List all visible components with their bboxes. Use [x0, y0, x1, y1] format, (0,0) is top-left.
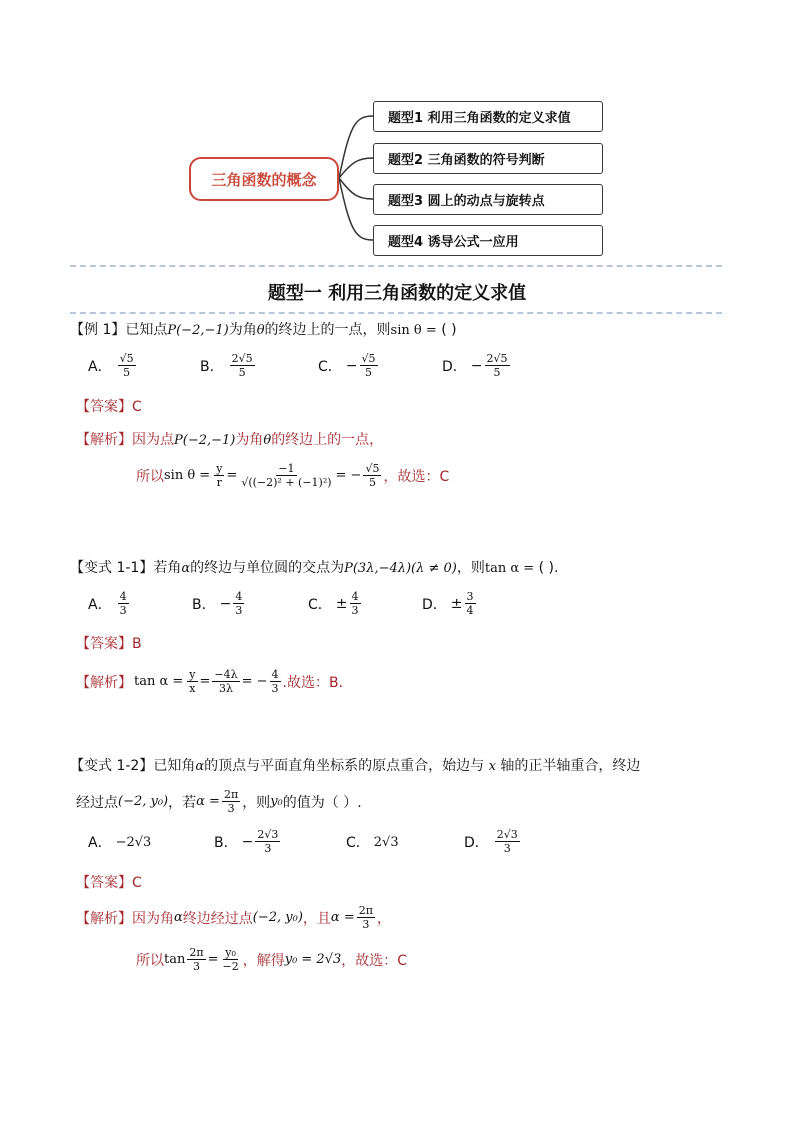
ex1-paren: ( ) [441, 322, 457, 338]
v12-alpha: α [195, 759, 205, 774]
fraction-y0 [221, 946, 241, 973]
option-value: 2√3 [373, 834, 399, 850]
v12-point: (−2, y₀) [252, 910, 303, 925]
ex1-answer [76, 397, 142, 417]
frac-num: 4 [271, 668, 279, 681]
analysis-tag: 【解析】 [76, 432, 132, 448]
frac-num: −1 [278, 462, 295, 475]
fraction-result [363, 462, 381, 489]
v12-cond: α = [196, 794, 220, 809]
option-label: B． [214, 834, 238, 851]
v11-option-a [88, 590, 131, 617]
frac-den: 3 [119, 604, 127, 617]
v12-cond-fraction [357, 904, 375, 931]
v11-alpha: α [181, 561, 191, 576]
analysis-text: ，且 [302, 910, 331, 927]
ex1-text: 已知点 [125, 322, 168, 338]
analysis-text: 所以 [136, 468, 164, 485]
analysis-text: 的终边上的一点， [271, 432, 384, 448]
ex1-theta: θ [263, 433, 272, 448]
frac-den: 3 [235, 604, 243, 617]
frac-den: 3 [503, 842, 511, 855]
option-label: D． [422, 596, 447, 613]
v11-question [70, 558, 558, 579]
answer-tag: 【答案】 [76, 636, 132, 652]
option-label: D． [464, 834, 489, 851]
ex1-point: P(−2,−1) [167, 323, 229, 338]
ex1-option-c [318, 352, 380, 379]
frac-num: 4 [235, 590, 243, 603]
frac-den: 3 [351, 604, 359, 617]
v11-answer [76, 634, 142, 654]
frac-num: 4 [351, 590, 359, 603]
frac-den: 4 [466, 604, 474, 617]
frac-den: 3 [271, 682, 279, 695]
option-sign: − [219, 595, 232, 612]
ex1-option-a [88, 352, 138, 379]
v12-analysis-line1 [76, 904, 391, 931]
option-sign: ± [335, 595, 348, 612]
v12-text: 的顶点与平面直角坐标系的原点重合，始边与 [204, 758, 485, 774]
equals: = [207, 952, 219, 967]
frac-den: 3 [192, 960, 200, 973]
frac-den: 5 [368, 476, 376, 489]
ex1-analysis-line2: 所以 sin θ = $\frac{y}{r}$ = $\frac{-1}{\text{√((−2)² + (−1)²)}}$ = − $\frac{√5}{5}$ ，故选：C [136, 462, 450, 489]
mindmap-item-2: 题型2 三角函数的符号判断 [373, 143, 603, 174]
answer-value: C [132, 399, 142, 415]
sin-expr: sin θ = [164, 468, 211, 483]
option-fraction [360, 352, 378, 379]
ex1-question [70, 320, 457, 341]
v11-text: 的终边与单位圆的交点为 [190, 560, 345, 576]
mindmap-item-3: 题型3 圆上的动点与旋转点 [373, 184, 603, 215]
frac-den: 3 [227, 802, 235, 815]
analysis-text: 所以 [136, 952, 164, 969]
frac-num: √5 [361, 352, 376, 365]
fraction-y-r [214, 462, 224, 489]
tan-expr: tan α = [134, 674, 184, 689]
frac-num: 2π [223, 788, 239, 801]
frac-den: 3λ [219, 682, 233, 695]
ex1-point: P(−2,−1) [174, 433, 236, 448]
option-fraction [118, 590, 129, 617]
v12-analysis-line2 [136, 946, 407, 973]
solution: y₀ = 2√3 [284, 952, 342, 967]
frac-den: 5 [493, 366, 501, 379]
ex1-tag: 【例 1】 [70, 322, 126, 338]
v12-question-line1 [70, 756, 640, 777]
option-label: C． [308, 596, 332, 613]
frac-num: 2√5 [486, 352, 508, 365]
option-label: B． [192, 596, 216, 613]
v12-text: 轴的正半轴重合，终边 [500, 758, 641, 774]
fraction-lambda [212, 668, 239, 695]
analysis-text: ，故选：C [341, 952, 408, 969]
v12-question-line2 [76, 788, 362, 815]
option-sign: − [470, 357, 483, 374]
v12-text: ，若 [168, 794, 197, 811]
v11-text: 若角 [153, 560, 182, 576]
option-label: A． [88, 358, 112, 375]
mindmap-item-1: 题型1 利用三角函数的定义求值 [373, 101, 603, 132]
frac-num: −4λ [214, 668, 238, 681]
frac-num: 2π [189, 946, 204, 959]
v12-y0: y₀ [270, 794, 283, 809]
analysis-text: ，解得 [242, 952, 285, 969]
ex1-theta: θ [256, 323, 265, 338]
v12-point: (−2, y₀) [118, 794, 169, 809]
answer-value: C [132, 875, 142, 891]
frac-den: −2 [222, 960, 239, 973]
answer-tag: 【答案】 [76, 875, 132, 891]
ex1-analysis-line1 [76, 430, 383, 451]
option-fraction [485, 352, 510, 379]
v12-text: 经过点 [76, 794, 118, 811]
option-value: −2√3 [115, 834, 152, 850]
v12-option-b [214, 828, 282, 855]
v11-expr: tan α = [484, 561, 535, 576]
ex1-text: 的终边上的一点，则 [264, 322, 391, 338]
divider-bottom [70, 312, 722, 314]
analysis-text: ， [376, 910, 391, 927]
tan-expr: tan [164, 952, 186, 967]
analysis-text: 终边经过点 [182, 910, 253, 927]
frac-num: √5 [119, 352, 134, 365]
frac-den: x [189, 682, 196, 695]
v12-option-c [346, 832, 399, 852]
frac-num: 2√3 [257, 828, 279, 841]
divider-top [70, 265, 722, 267]
frac-num: y₀ [225, 946, 236, 959]
v11-option-b [192, 590, 246, 617]
option-sign: − [241, 833, 254, 850]
option-sign: − [345, 357, 358, 374]
option-label: C． [346, 835, 370, 851]
frac-num: 3 [466, 590, 474, 603]
option-fraction [118, 352, 136, 379]
frac-num: y [189, 668, 196, 681]
analysis-text: .故选：B． [282, 674, 353, 691]
frac-num: 2√3 [496, 828, 518, 841]
ex1-text: 为角 [228, 322, 257, 338]
result-sign: = − [241, 674, 268, 689]
frac-num: √5 [365, 462, 380, 475]
v12-text: 已知角 [153, 758, 196, 774]
frac-num: y [216, 462, 223, 475]
section-title: 题型一 利用三角函数的定义求值 [267, 283, 527, 304]
option-fraction [255, 828, 280, 855]
option-label: B． [200, 358, 224, 375]
analysis-tag: 【解析】 [76, 674, 132, 691]
option-label: A． [88, 596, 112, 613]
v11-option-c [308, 590, 363, 617]
fraction-result [270, 668, 281, 695]
frac-num: 2π [358, 904, 373, 917]
mindmap-root: 三角函数的概念 [189, 157, 339, 201]
v12-text: ，则 [242, 794, 271, 811]
v12-alpha: α [174, 910, 183, 925]
ex1-expr: sin θ = [390, 323, 437, 338]
analysis-tag: 【解析】 [76, 910, 132, 927]
v12-tag: 【变式 1-2】 [70, 758, 154, 774]
frac-den: 3 [264, 842, 272, 855]
option-fraction [465, 590, 476, 617]
frac-num: 4 [119, 590, 127, 603]
frac-den: √((−2)² + (−1)²) [241, 476, 332, 489]
v11-analysis: 【解析】 tan α = $\frac{y}{x}$ = $\frac{-4\lambda}{3\lambda}$ = − $\frac{4}{3}$ .故选：B． [76, 668, 353, 695]
result-sign: = − [335, 468, 362, 483]
frac-den: 3 [362, 918, 370, 931]
option-fraction [350, 590, 361, 617]
frac-den: 5 [365, 366, 373, 379]
mindmap-item-4: 题型4 诱导公式一应用 [373, 225, 603, 256]
v11-option-d [422, 590, 478, 617]
v12-answer [76, 873, 142, 893]
v11-text: ，则 [456, 560, 485, 576]
option-fraction [230, 352, 255, 379]
v11-point: P(3λ,−4λ)(λ ≠ 0) [344, 561, 457, 576]
v12-cond: α = [330, 910, 355, 925]
frac-den: r [216, 476, 222, 489]
v12-text: 的值为（ ）. [282, 794, 362, 811]
fraction-y-x [187, 668, 197, 695]
frac-den: 5 [238, 366, 246, 379]
option-label: C． [318, 358, 342, 375]
analysis-text: 为角 [235, 432, 264, 448]
answer-value: B [132, 636, 142, 652]
fraction-value [239, 462, 333, 489]
analysis-text: ，故选：C [383, 468, 450, 485]
analysis-text: 因为角 [132, 910, 174, 927]
option-label: D． [442, 358, 467, 375]
v12-option-d [464, 828, 522, 855]
v12-cond-fraction [222, 788, 240, 815]
frac-num: 2√5 [231, 352, 253, 365]
v11-tag: 【变式 1-1】 [70, 560, 154, 576]
fraction-angle [187, 946, 205, 973]
frac-den: 5 [123, 366, 131, 379]
option-sign: ± [450, 595, 463, 612]
v12-option-a [88, 832, 151, 852]
v11-paren: ( ). [538, 560, 559, 576]
answer-tag: 【答案】 [76, 399, 132, 415]
option-label: A． [88, 835, 112, 851]
option-fraction [233, 590, 244, 617]
analysis-text: 因为点 [132, 432, 174, 448]
option-fraction [495, 828, 520, 855]
v12-x: x [488, 759, 496, 774]
ex1-option-d [442, 352, 512, 379]
ex1-option-b [200, 352, 257, 379]
